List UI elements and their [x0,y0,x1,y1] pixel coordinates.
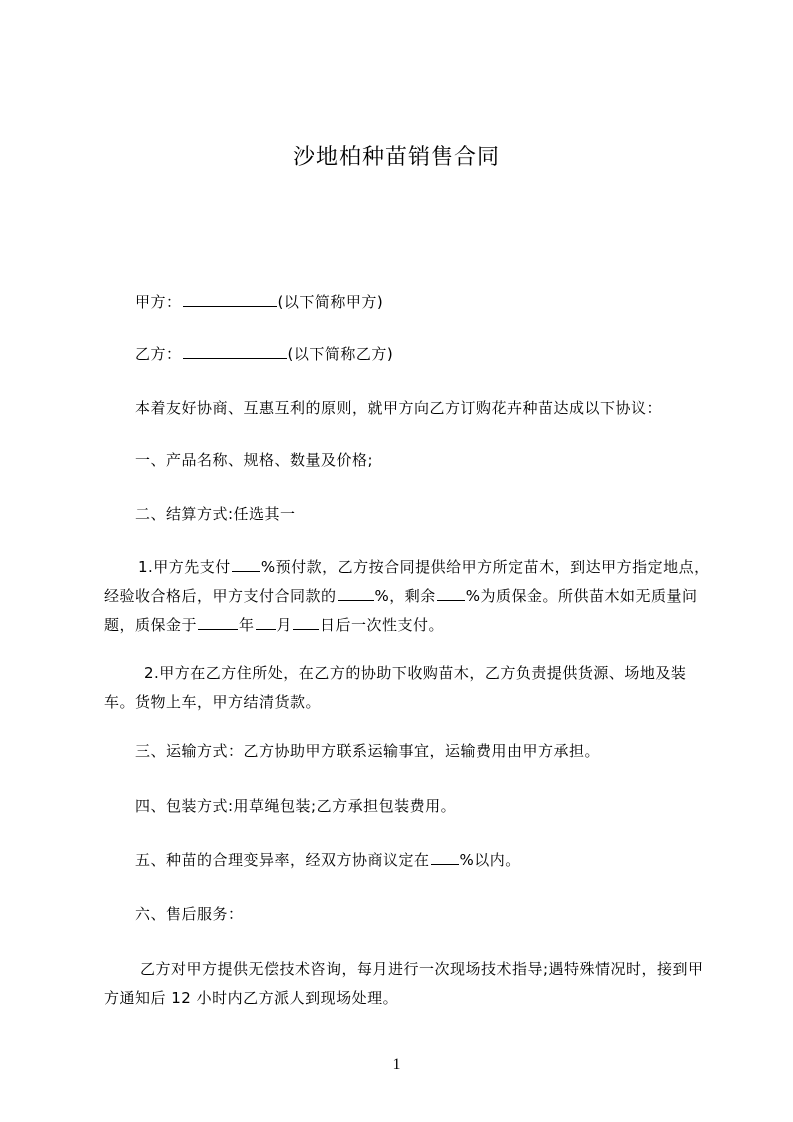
section-5-text-b: %以内。 [459,851,521,869]
contract-percent-blank[interactable] [338,585,374,601]
after-sales-service-paragraph: 乙方对甲方提供无偿技术咨询，每月进行一次现场技术指导;遇特殊情况时，接到甲方通知后 12 小时内乙方派人到现场处理。 [104,960,704,1007]
section-6-heading: 六、售后服务： [135,905,244,923]
page-number: 1 [392,1056,401,1073]
party-a-line [135,288,755,317]
party-a-blank[interactable] [183,291,277,307]
party-b-line [135,340,755,369]
option-1-text-c: %，剩余 [374,587,436,605]
section-3-paragraph: 三、运输方式：乙方协助甲方联系运输事宜，运输费用由甲方承担。 [135,742,601,760]
year-blank[interactable] [198,614,238,630]
prepay-percent-blank[interactable] [232,556,260,572]
document-title: 沙地柏种苗销售合同 [292,145,500,170]
party-b-blank[interactable] [183,343,287,359]
option-1-text-b: %预付款，乙方按合同提供给甲方所定苗木，到达甲方指定地点，经验收合格后，甲方支付合同款的 [104,558,710,605]
section-2-heading: 二、结算方式:任选其一 [135,505,296,523]
option-1-text-a: 1.甲方先支付 [138,558,231,576]
intro-paragraph: 本着友好协商、互惠互利的原则，就甲方向乙方订购花卉种苗达成以下协议： [135,399,663,417]
section-4-paragraph: 四、包装方式:用草绳包装;乙方承担包装费用。 [135,797,457,815]
party-b-suffix: (以下简称乙方) [287,345,394,363]
remaining-percent-blank[interactable] [437,585,465,601]
option-1-text-d: %为质保金。所供苗木如无质量问题，质保金于 [104,587,698,634]
section-1-heading: 一、产品名称、规格、数量及价格; [135,451,374,469]
section-5-text-a: 五、种苗的合理变异率，经双方协商议定在 [135,851,430,869]
payment-option-1 [104,553,724,640]
option-1-month: 月 [276,616,293,634]
party-b-label: 乙方： [135,345,182,363]
option-1-year: 年 [239,616,255,634]
day-blank[interactable] [293,614,319,630]
payment-option-2: 2.甲方在乙方住所处，在乙方的协助下收购苗木，乙方负责提供货源、场地及装车。货物上车，甲方结清货款。 [104,664,687,711]
party-a-label: 甲方： [135,293,182,311]
party-a-suffix: (以下简称甲方) [277,293,384,311]
option-1-text-e: 日后一次性支付。 [320,616,445,634]
section-5-paragraph [135,846,755,875]
variation-rate-blank[interactable] [431,849,459,865]
month-blank[interactable] [256,614,276,630]
